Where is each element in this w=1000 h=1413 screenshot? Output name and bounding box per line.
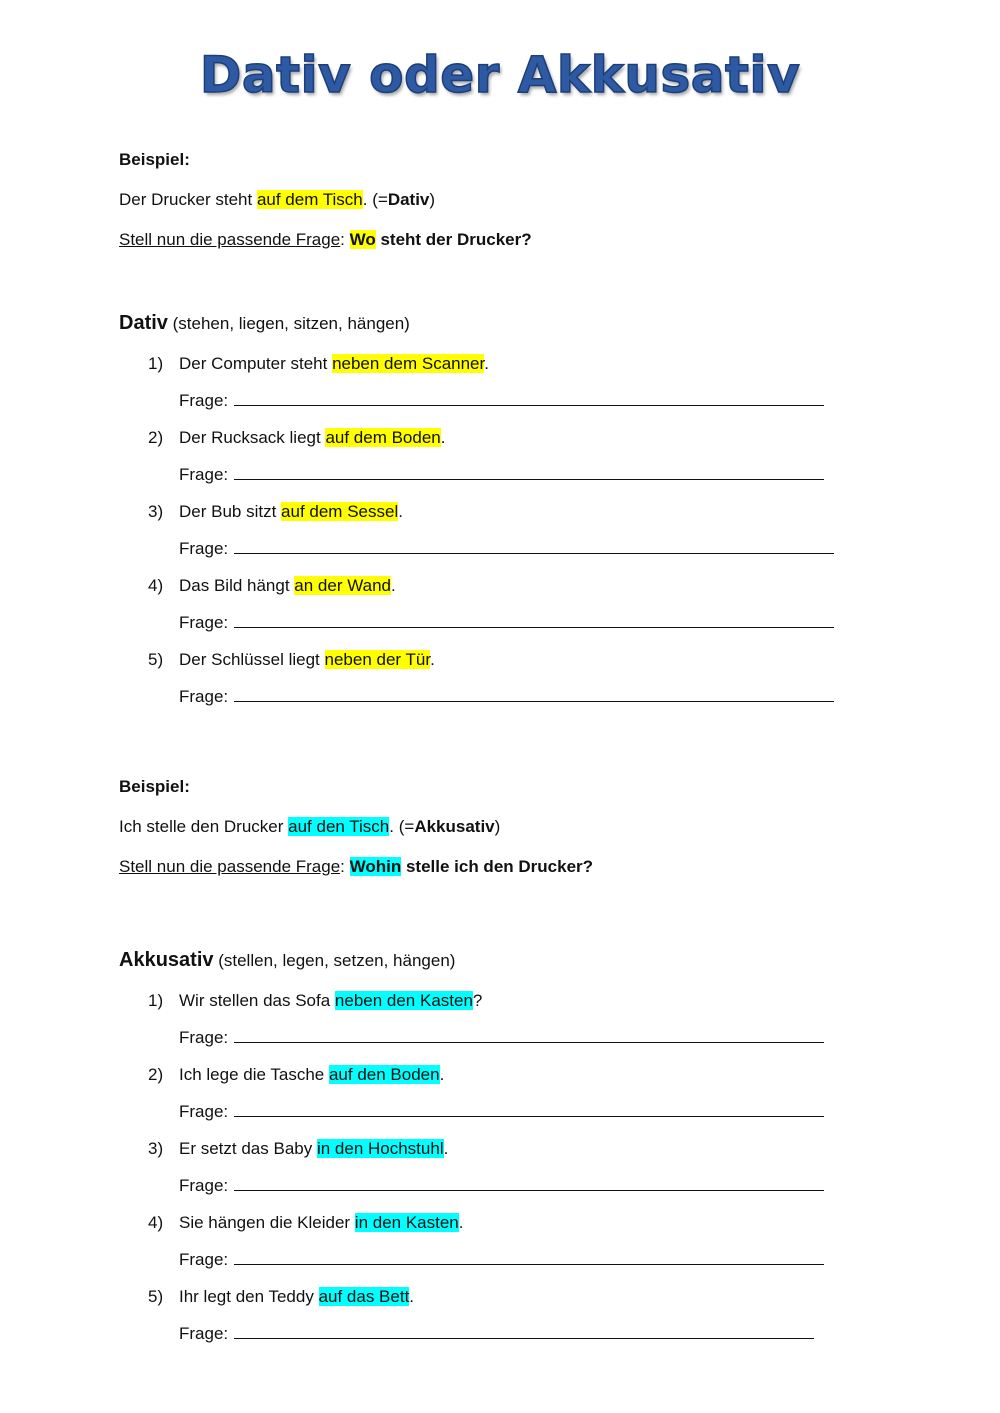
exercise-item: 3) Der Bub sitzt auf dem Sessel. — [148, 502, 403, 521]
item-number: 3) — [148, 502, 164, 521]
frage-label: Frage: — [179, 465, 229, 484]
exercise-item: 4) Sie hängen die Kleider in den Kasten. — [148, 1213, 464, 1232]
dativ-example-question: Stell nun die passende Frage: Wo steht der Drucker? — [119, 230, 532, 249]
item-number: 4) — [148, 1213, 164, 1232]
exercise-item: 2) Der Rucksack liegt auf dem Boden. — [148, 428, 446, 447]
item-number: 1) — [148, 991, 164, 1010]
frage-line — [179, 465, 824, 485]
akk-example-sentence: Ich stelle den Drucker auf den Tisch. (=Akkusativ) — [119, 817, 501, 836]
answer-blank[interactable] — [234, 1250, 824, 1265]
exercise-item: 4) Das Bild hängt an der Wand. — [148, 576, 396, 595]
answer-blank[interactable] — [234, 613, 834, 628]
frage-line — [179, 613, 834, 633]
item-highlight: neben dem Scanner — [332, 354, 485, 373]
item-highlight: neben den Kasten — [334, 991, 473, 1010]
item-highlight: an der Wand — [294, 576, 392, 595]
item-highlight: auf dem Sessel — [281, 502, 399, 521]
answer-blank[interactable] — [234, 539, 834, 554]
exercise-item: 1) Wir stellen das Sofa neben den Kasten? — [148, 991, 483, 1010]
item-number: 2) — [148, 428, 164, 447]
page-title: Dativ oder Akkusativ — [199, 46, 801, 104]
item-highlight: in den Kasten — [354, 1213, 459, 1232]
exercise-item: 2) Ich lege die Tasche auf den Boden. — [148, 1065, 445, 1084]
frage-line — [179, 1250, 824, 1270]
dativ-example-highlight: auf dem Tisch — [256, 190, 363, 209]
dativ-example-label: Beispiel: — [119, 150, 190, 169]
item-highlight: auf dem Boden — [325, 428, 441, 447]
item-number: 2) — [148, 1065, 164, 1084]
dativ-example-sentence: Der Drucker steht auf dem Tisch. (=Dativ) — [119, 190, 436, 209]
item-highlight: auf das Bett — [318, 1287, 410, 1306]
frage-label: Frage: — [179, 687, 229, 706]
answer-blank[interactable] — [234, 1102, 824, 1117]
dativ-heading: Dativ (stehen, liegen, sitzen, hängen) — [119, 312, 410, 334]
answer-blank[interactable] — [234, 465, 824, 480]
akk-example-label: Beispiel: — [119, 777, 190, 796]
frage-label: Frage: — [179, 1176, 229, 1195]
akk-example-highlight: auf den Tisch — [288, 817, 390, 836]
akk-heading: Akkusativ (stellen, legen, setzen, hängen) — [119, 949, 456, 971]
frage-line — [179, 391, 824, 411]
frage-label: Frage: — [179, 1324, 229, 1343]
frage-line — [179, 539, 834, 559]
frage-line — [179, 1028, 824, 1048]
frage-label: Frage: — [179, 1250, 229, 1269]
frage-label: Frage: — [179, 1102, 229, 1121]
item-number: 1) — [148, 354, 164, 373]
frage-line — [179, 1176, 824, 1196]
frage-line — [179, 1102, 824, 1122]
answer-blank[interactable] — [234, 687, 834, 702]
exercise-item: 3) Er setzt das Baby in den Hochstuhl. — [148, 1139, 449, 1158]
exercise-item: 5) Ihr legt den Teddy auf das Bett. — [148, 1287, 415, 1306]
answer-blank[interactable] — [234, 1028, 824, 1043]
akk-question-word: Wohin — [349, 857, 402, 876]
dativ-question-word: Wo — [349, 230, 376, 249]
exercise-item: 5) Der Schlüssel liegt neben der Tür. — [148, 650, 435, 669]
item-number: 3) — [148, 1139, 164, 1158]
frage-label: Frage: — [179, 391, 229, 410]
exercise-item: 1) Der Computer steht neben dem Scanner. — [148, 354, 489, 373]
frage-line — [179, 1324, 814, 1344]
frage-label: Frage: — [179, 1028, 229, 1047]
frage-line — [179, 687, 834, 707]
answer-blank[interactable] — [234, 1324, 814, 1339]
item-number: 5) — [148, 1287, 164, 1306]
akk-example-question: Stell nun die passende Frage: Wohin stelle ich den Drucker? — [119, 857, 594, 876]
item-highlight: auf den Boden — [328, 1065, 440, 1084]
item-number: 4) — [148, 576, 164, 595]
frage-label: Frage: — [179, 539, 229, 558]
frage-label: Frage: — [179, 613, 229, 632]
answer-blank[interactable] — [234, 1176, 824, 1191]
item-highlight: in den Hochstuhl — [316, 1139, 444, 1158]
answer-blank[interactable] — [234, 391, 824, 406]
item-number: 5) — [148, 650, 164, 669]
item-highlight: neben der Tür — [324, 650, 431, 669]
